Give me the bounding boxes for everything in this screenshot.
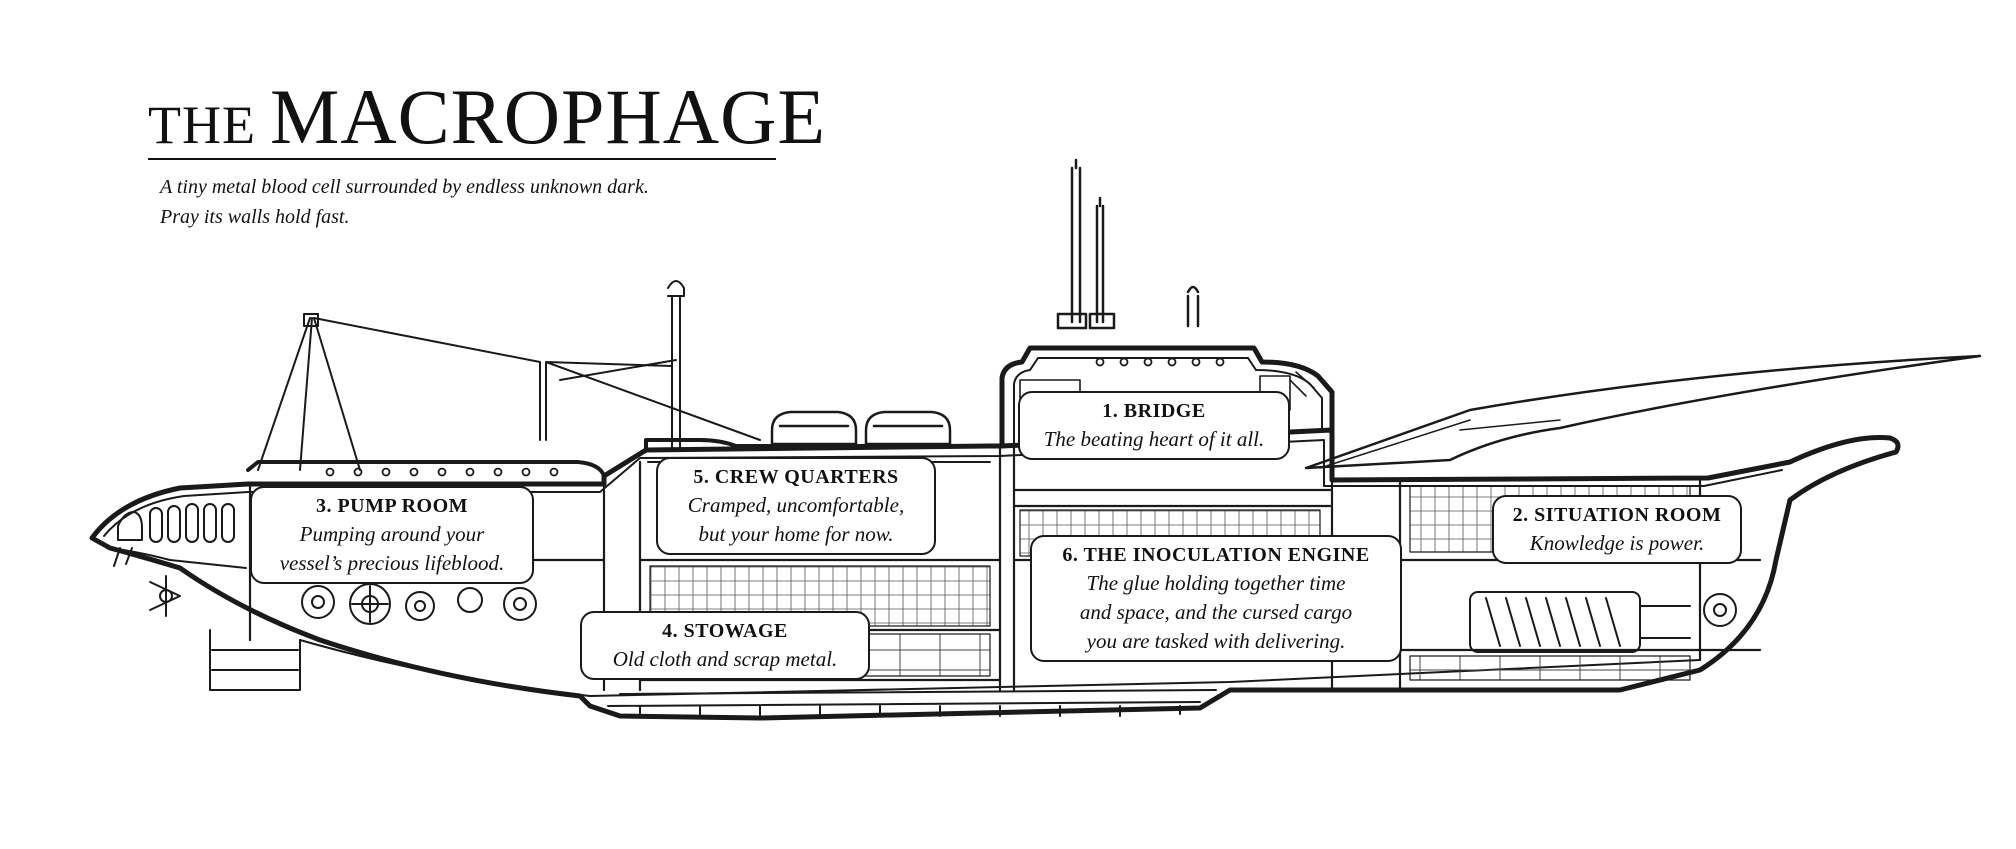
deck-housings: [772, 412, 950, 444]
tower-portholes: [1097, 359, 1224, 366]
screw-conveyor: [1470, 592, 1736, 652]
pump-gears: [302, 584, 536, 624]
room-heading: 3. PUMP ROOM: [315, 495, 469, 517]
room-label-situation-room: [1492, 495, 1742, 564]
title-main: MACROPHAGE: [269, 73, 827, 160]
room-label-bridge: [1018, 391, 1290, 460]
prow-spike: [1306, 356, 1980, 468]
room-heading: 2. SITUATION ROOM: [1512, 504, 1722, 526]
room-description: Old cloth and scrap metal.: [612, 647, 838, 671]
room-description: Cramped, uncomfortable,: [687, 493, 905, 517]
room-label-stowage: [580, 611, 870, 680]
title-prefix: THE: [148, 95, 256, 155]
room-description: and space, and the cursed cargo: [1079, 600, 1353, 624]
room-description: The beating heart of it all.: [1043, 427, 1265, 451]
subtitle-line-2: Pray its walls hold fast.: [160, 206, 350, 228]
room-description: Pumping around your: [299, 522, 485, 546]
room-description: vessel’s precious lifeblood.: [279, 551, 505, 575]
antenna-masts: [1058, 160, 1198, 328]
room-heading: 4. STOWAGE: [662, 620, 788, 642]
room-label-inoculation-engine: [1030, 535, 1402, 662]
room-description: The glue holding together time: [1086, 571, 1346, 595]
room-label-pump-room: [250, 486, 534, 584]
room-heading: 1. BRIDGE: [1102, 400, 1206, 422]
room-description: you are tasked with delivering.: [1086, 629, 1346, 653]
subtitle-line-1: A tiny metal blood cell surrounded by endless unknown dark.: [160, 176, 649, 198]
room-heading: 6. THE INOCULATION ENGINE: [1062, 544, 1370, 566]
propeller: [150, 576, 180, 616]
room-label-crew-quarters: [656, 457, 936, 555]
room-description: Knowledge is power.: [1529, 531, 1705, 555]
room-heading: 5. CREW QUARTERS: [693, 466, 899, 488]
room-description: but your home for now.: [698, 522, 894, 546]
